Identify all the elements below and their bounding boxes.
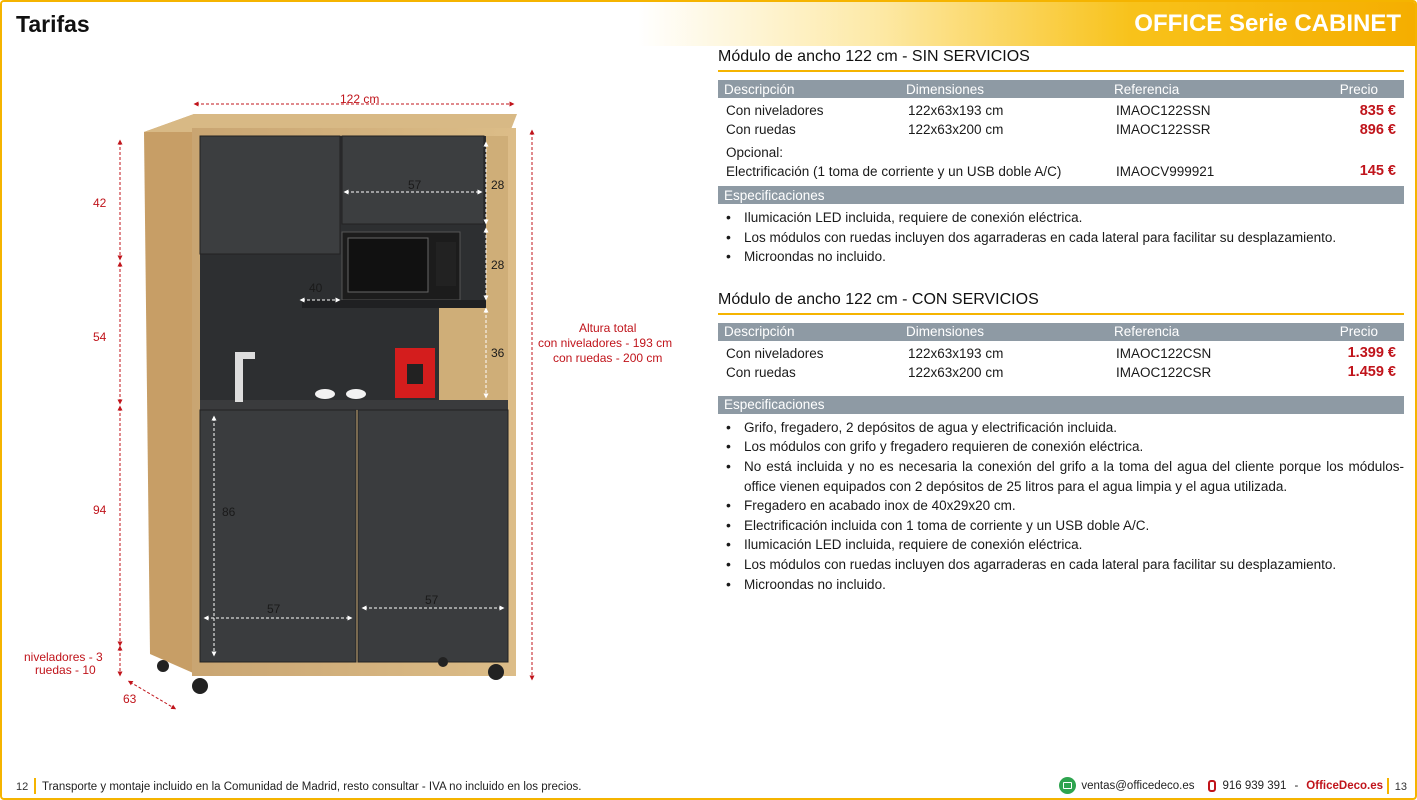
module1-specs-header: Especificaciones: [718, 186, 1404, 204]
row-price: 835 €: [1359, 102, 1396, 119]
row-price: 896 €: [1359, 121, 1396, 138]
base-levelers-dimension: niveladores - 3: [24, 650, 103, 664]
inner-width-40: 40: [309, 281, 323, 295]
module1-table-header: [718, 80, 1404, 98]
row-dim: 122x63x200 cm: [908, 122, 1004, 137]
inner-width-57-top: 57: [408, 178, 422, 192]
depth-dimension: 63: [123, 692, 137, 706]
page-header: [2, 2, 1415, 46]
brand-link[interactable]: OfficeDeco.es: [1306, 779, 1383, 792]
module2-specs-list: [718, 414, 1404, 594]
lower-right-door: [358, 410, 508, 662]
list-item: • Los módulos con grifo y fregadero requieren de conexión eléctrica.: [724, 437, 1404, 457]
module2-table-header: [718, 323, 1404, 341]
row-desc: Con niveladores: [726, 345, 824, 361]
col-dim-header: Dimensiones: [906, 81, 985, 97]
row-dim: 122x63x193 cm: [908, 345, 1004, 361]
contact-phone[interactable]: 916 939 391: [1222, 779, 1287, 792]
footer-note: Transporte y montaje incluido en la Comunidad de Madrid, resto consultar - IVA no incluido en los precios.: [42, 781, 582, 793]
product-illustration-area: [2, 46, 702, 766]
list-item: • Microondas no incluido.: [724, 247, 1404, 267]
lower-left-door: [200, 410, 356, 662]
inner-height-36: 36: [491, 346, 505, 360]
list-item: • Ilumicación LED incluida, requiere de conexión eléctrica.: [724, 535, 1404, 555]
optional-row: [718, 160, 1404, 182]
col-desc-header: Descripción: [724, 81, 795, 97]
total-height-wheels: con ruedas - 200 cm: [553, 351, 663, 365]
col-desc-header: Descripción: [724, 324, 795, 340]
module2-specs-header: Especificaciones: [718, 396, 1404, 414]
height-42-dimension: 42: [93, 196, 107, 210]
row-desc: Con ruedas: [726, 122, 796, 137]
list-item: • Electrificación incluida con 1 toma de corriente y un USB doble A/C.: [724, 516, 1404, 536]
inner-width-57-left: 57: [267, 602, 281, 616]
row-price: 1.399 €: [1347, 345, 1396, 362]
base-wheels-dimension: ruedas - 10: [35, 663, 96, 677]
row-dim: 122x63x193 cm: [908, 103, 1004, 118]
row-ref: IMAOC122SSR: [1116, 122, 1211, 137]
col-price-header: Precio: [1339, 81, 1378, 97]
page-number-left: 12: [16, 781, 29, 793]
cabinet-illustration: [2, 46, 702, 766]
upper-left-door: [200, 136, 340, 254]
page-footer: [2, 774, 1415, 800]
table-row: [718, 344, 1404, 363]
list-item: • Los módulos con ruedas incluyen dos agarraderas en cada lateral para facilitar su desplazamiento.: [724, 228, 1404, 248]
pricing-column: [718, 48, 1404, 594]
col-price-header: Precio: [1339, 324, 1378, 340]
row-ref: IMAOC122CSN: [1116, 345, 1212, 361]
optional-ref: IMAOCV999921: [1116, 163, 1215, 179]
list-item: • Ilumicación LED incluida, requiere de conexión eléctrica.: [724, 208, 1404, 228]
phone-icon: [1206, 779, 1218, 793]
table-row: [718, 101, 1404, 120]
height-54-dimension: 54: [93, 330, 107, 344]
table-row: [718, 120, 1404, 139]
height-94-dimension: 94: [93, 503, 107, 517]
width-dimension: 122 cm: [340, 92, 380, 106]
optional-label: Opcional:: [726, 145, 784, 160]
module-con-servicios: [718, 291, 1404, 594]
list-item: • Grifo, fregadero, 2 depósitos de agua y electrificación incluida.: [724, 418, 1404, 438]
table-row: [718, 363, 1404, 382]
row-price: 1.459 €: [1347, 364, 1396, 381]
list-item: • Microondas no incluido.: [724, 575, 1404, 595]
row-ref: IMAOC122CSR: [1116, 364, 1212, 380]
list-item: • Fregadero en acabado inox de 40x29x20 cm.: [724, 496, 1404, 516]
list-item: • Los módulos con ruedas incluyen dos agarraderas en cada lateral para facilitar su desplazamiento.: [724, 555, 1404, 575]
row-desc: Con niveladores: [726, 103, 824, 118]
total-height-levelers: con niveladores - 193 cm: [538, 336, 673, 350]
module1-title: Módulo de ancho 122 cm - SIN SERVICIOS: [718, 48, 1404, 72]
footer-divider: [1387, 778, 1389, 794]
footer-contact: [1059, 777, 1383, 794]
row-ref: IMAOC122SSN: [1116, 103, 1211, 118]
whatsapp-icon: [1059, 777, 1076, 794]
optional-price: 145 €: [1359, 163, 1396, 179]
col-ref-header: Referencia: [1114, 81, 1180, 97]
row-dim: 122x63x200 cm: [908, 364, 1004, 380]
total-height-label: Altura total: [579, 321, 637, 335]
module-sin-servicios: [718, 48, 1404, 267]
footer-dash: -: [1294, 779, 1299, 792]
page-title: Tarifas: [16, 11, 90, 37]
list-item: • No está incluida y no es necesaria la conexión del grifo a la toma del agua del cliente porque los módulos-office vienen equipados con 2 depósitos de 25 litros para el agua limpia y el agua utilizada.: [724, 457, 1404, 496]
cabinet-side-panel: [144, 114, 200, 676]
module1-specs-list: [718, 204, 1404, 267]
inner-height-28-mid: 28: [491, 258, 505, 272]
footer-divider: [34, 778, 36, 794]
row-desc: Con ruedas: [726, 364, 796, 380]
series-title: OFFICE Serie CABINET: [1134, 10, 1401, 37]
col-ref-header: Referencia: [1114, 324, 1180, 340]
page-number-right: 13: [1394, 781, 1407, 793]
inner-width-57-right: 57: [425, 593, 439, 607]
contact-email[interactable]: ventas@officedeco.es: [1081, 779, 1195, 792]
optional-desc: Electrificación (1 toma de corriente y un USB doble A/C): [726, 163, 1062, 179]
col-dim-header: Dimensiones: [906, 324, 985, 340]
module2-title: Módulo de ancho 122 cm - CON SERVICIOS: [718, 291, 1404, 315]
inner-height-86: 86: [222, 505, 236, 519]
inner-height-28-top: 28: [491, 178, 505, 192]
